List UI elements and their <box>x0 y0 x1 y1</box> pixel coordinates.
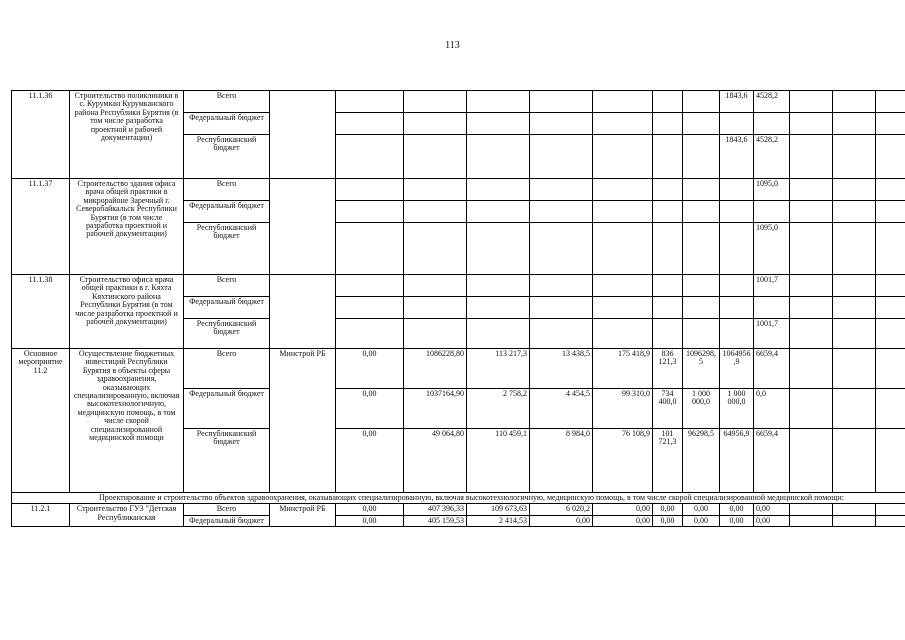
value-cell <box>530 297 593 319</box>
value-cell <box>404 91 467 113</box>
value-cell <box>720 319 754 349</box>
value-cell <box>790 515 833 526</box>
value-cell <box>876 113 905 135</box>
value-cell: 1843,6 <box>720 91 754 113</box>
value-cell <box>593 201 653 223</box>
value-cell <box>336 91 404 113</box>
value-cell <box>790 223 833 275</box>
value-cell <box>404 201 467 223</box>
value-cell <box>530 201 593 223</box>
value-cell <box>833 349 876 389</box>
row-code: Основное мероприятие 11.2 <box>12 349 70 493</box>
value-cell <box>593 297 653 319</box>
value-cell <box>876 504 905 515</box>
value-cell <box>593 179 653 201</box>
value-cell <box>790 135 833 179</box>
value-cell <box>833 135 876 179</box>
value-cell <box>876 135 905 179</box>
value-cell: 1064956,9 <box>720 349 754 389</box>
value-cell <box>467 113 530 135</box>
value-cell <box>876 515 905 526</box>
value-cell: 0,00 <box>653 504 683 515</box>
value-cell <box>336 201 404 223</box>
budget-table <box>11 90 905 527</box>
value-cell: 4528,2 <box>754 135 790 179</box>
row-code: 11.1.37 <box>12 179 70 275</box>
value-cell <box>876 179 905 201</box>
value-cell: 0,00 <box>593 515 653 526</box>
value-cell: 0,00 <box>336 429 404 493</box>
value-cell <box>530 319 593 349</box>
value-cell <box>833 504 876 515</box>
value-cell <box>530 223 593 275</box>
value-cell <box>720 179 754 201</box>
value-cell <box>876 91 905 113</box>
value-cell <box>530 91 593 113</box>
value-cell <box>683 297 720 319</box>
value-cell: 1096298,5 <box>683 349 720 389</box>
value-cell: 6659,4 <box>754 349 790 389</box>
value-cell <box>754 297 790 319</box>
value-cell <box>720 113 754 135</box>
value-cell <box>790 429 833 493</box>
value-cell: 99 310,0 <box>593 389 653 429</box>
value-cell: 0,00 <box>720 515 754 526</box>
value-cell <box>404 223 467 275</box>
value-cell <box>530 179 593 201</box>
funding-source: Федеральный бюджет <box>184 297 270 319</box>
value-cell <box>790 504 833 515</box>
funding-source: Всего <box>184 504 270 515</box>
value-cell <box>833 319 876 349</box>
value-cell <box>720 223 754 275</box>
executor: Минстрой РБ <box>270 504 336 527</box>
value-cell: 76 108,9 <box>593 429 653 493</box>
table-row <box>12 349 905 389</box>
value-cell <box>683 275 720 297</box>
value-cell <box>467 297 530 319</box>
value-cell: 0,00 <box>754 504 790 515</box>
value-cell <box>404 275 467 297</box>
value-cell <box>720 297 754 319</box>
value-cell <box>336 113 404 135</box>
value-cell <box>833 201 876 223</box>
value-cell <box>653 319 683 349</box>
row-name: Строительство здания офиса врача общей практики в микрорайоне Заречный г. Северобайкальск Республики Бурятия (в том числе разработка проектной и рабочей документации) <box>70 179 184 275</box>
value-cell <box>593 319 653 349</box>
value-cell <box>683 319 720 349</box>
value-cell <box>336 223 404 275</box>
table-row <box>12 275 905 297</box>
value-cell <box>790 275 833 297</box>
value-cell <box>336 179 404 201</box>
value-cell <box>876 223 905 275</box>
funding-source: Всего <box>184 275 270 297</box>
value-cell: 0,00 <box>593 504 653 515</box>
value-cell: 49 064,80 <box>404 429 467 493</box>
value-cell: 0,00 <box>653 515 683 526</box>
value-cell <box>833 275 876 297</box>
funding-source: Федеральный бюджет <box>184 389 270 429</box>
value-cell: 1095,0 <box>754 179 790 201</box>
funding-source: Республиканский бюджет <box>184 319 270 349</box>
value-cell <box>876 275 905 297</box>
value-cell <box>720 201 754 223</box>
value-cell: 110 459,1 <box>467 429 530 493</box>
funding-source: Федеральный бюджет <box>184 515 270 526</box>
funding-source: Всего <box>184 179 270 201</box>
value-cell <box>593 275 653 297</box>
value-cell: 4528,2 <box>754 91 790 113</box>
value-cell <box>467 91 530 113</box>
value-cell <box>754 113 790 135</box>
value-cell: 0,00 <box>683 515 720 526</box>
value-cell <box>336 319 404 349</box>
funding-source: Всего <box>184 349 270 389</box>
value-cell <box>530 135 593 179</box>
value-cell <box>467 275 530 297</box>
value-cell <box>876 349 905 389</box>
value-cell: 4 454,5 <box>530 389 593 429</box>
value-cell <box>833 389 876 429</box>
value-cell: 13 438,5 <box>530 349 593 389</box>
value-cell: 0,00 <box>336 504 404 515</box>
executor <box>270 179 336 275</box>
value-cell: 1001,7 <box>754 319 790 349</box>
value-cell: 407 396,33 <box>404 504 467 515</box>
value-cell <box>720 275 754 297</box>
value-cell: 1037164,90 <box>404 389 467 429</box>
funding-source: Всего <box>184 91 270 113</box>
value-cell <box>833 515 876 526</box>
section-row <box>12 493 905 504</box>
funding-source: Республиканский бюджет <box>184 135 270 179</box>
value-cell: 734 400,0 <box>653 389 683 429</box>
value-cell <box>336 275 404 297</box>
value-cell: 1 000 000,0 <box>720 389 754 429</box>
value-cell <box>593 113 653 135</box>
value-cell <box>653 223 683 275</box>
value-cell: 175 418,9 <box>593 349 653 389</box>
executor: Минстрой РБ <box>270 349 336 493</box>
value-cell <box>833 223 876 275</box>
executor <box>270 91 336 179</box>
value-cell <box>404 319 467 349</box>
row-name: Строительство ГУЗ "Детская Республиканская <box>70 504 184 527</box>
value-cell <box>336 297 404 319</box>
value-cell <box>833 429 876 493</box>
value-cell <box>653 91 683 113</box>
value-cell <box>593 223 653 275</box>
section-title: Проектирование и строительство объектов здравоохранения, оказывающих специализированную, включая высокотехнологичную, медицинскую помощь, в том числе скорой специализированной медицинской помощи: <box>12 493 905 504</box>
value-cell: 0,00 <box>754 515 790 526</box>
value-cell: 101 721,3 <box>653 429 683 493</box>
value-cell <box>653 135 683 179</box>
value-cell <box>683 91 720 113</box>
value-cell <box>683 135 720 179</box>
row-name: Осуществление бюджетных инвестиций Республики Бурятия в объекты сферы здравоохранения, оказывающих специализированную, включая высокотехнологичную, медицинскую помощь, в том числе скорой специализированной медицинской помощи <box>70 349 184 493</box>
value-cell: 8 984,0 <box>530 429 593 493</box>
value-cell <box>336 135 404 179</box>
row-code: 11.1.36 <box>12 91 70 179</box>
value-cell: 6659,4 <box>754 429 790 493</box>
value-cell <box>467 201 530 223</box>
value-cell <box>876 201 905 223</box>
value-cell <box>530 113 593 135</box>
value-cell: 6 020,2 <box>530 504 593 515</box>
value-cell <box>467 319 530 349</box>
value-cell: 0,0 <box>754 389 790 429</box>
value-cell: 96298,5 <box>683 429 720 493</box>
value-cell <box>876 429 905 493</box>
value-cell <box>530 275 593 297</box>
value-cell: 64956,9 <box>720 429 754 493</box>
value-cell <box>876 389 905 429</box>
value-cell <box>683 201 720 223</box>
value-cell: 0,00 <box>336 515 404 526</box>
value-cell: 1086228,80 <box>404 349 467 389</box>
value-cell <box>833 179 876 201</box>
value-cell <box>653 297 683 319</box>
value-cell <box>467 223 530 275</box>
value-cell <box>833 91 876 113</box>
table-body <box>12 91 905 527</box>
funding-source: Федеральный бюджет <box>184 201 270 223</box>
value-cell <box>790 297 833 319</box>
table-row <box>12 91 905 113</box>
value-cell: 1843,6 <box>720 135 754 179</box>
value-cell: 1 000 000,0 <box>683 389 720 429</box>
value-cell <box>593 91 653 113</box>
value-cell: 0,00 <box>683 504 720 515</box>
row-name: Строительство поликлиники в с. Курумкан Курумканского района Республики Бурятия (в том числе разработка проектной и рабочей документации) <box>70 91 184 179</box>
value-cell <box>833 297 876 319</box>
value-cell <box>593 135 653 179</box>
table-row <box>12 504 905 515</box>
value-cell <box>683 223 720 275</box>
value-cell <box>790 179 833 201</box>
table-row <box>12 179 905 201</box>
value-cell <box>876 319 905 349</box>
value-cell <box>653 179 683 201</box>
value-cell <box>683 179 720 201</box>
page-number: 113 <box>445 40 460 51</box>
value-cell: 0,00 <box>530 515 593 526</box>
value-cell <box>404 179 467 201</box>
row-code: 11.1.38 <box>12 275 70 349</box>
funding-source: Федеральный бюджет <box>184 113 270 135</box>
funding-source: Республиканский бюджет <box>184 429 270 493</box>
value-cell: 2 758,2 <box>467 389 530 429</box>
value-cell <box>467 179 530 201</box>
value-cell <box>790 349 833 389</box>
value-cell: 1095,0 <box>754 223 790 275</box>
value-cell <box>833 113 876 135</box>
value-cell <box>790 319 833 349</box>
value-cell: 405 159,53 <box>404 515 467 526</box>
value-cell <box>876 297 905 319</box>
value-cell <box>653 201 683 223</box>
value-cell <box>653 113 683 135</box>
value-cell <box>467 135 530 179</box>
value-cell <box>404 297 467 319</box>
row-name: Строительство офиса врача общей практики в г. Кяхта Кяхтинского района Республики Бурятия (в том числе разработка проектной и рабочей документации) <box>70 275 184 349</box>
row-code: 11.2.1 <box>12 504 70 527</box>
value-cell: 0,00 <box>720 504 754 515</box>
value-cell: 0,00 <box>336 349 404 389</box>
value-cell <box>653 275 683 297</box>
value-cell: 836 121,3 <box>653 349 683 389</box>
value-cell: 109 673,63 <box>467 504 530 515</box>
value-cell <box>404 135 467 179</box>
value-cell <box>790 91 833 113</box>
executor <box>270 275 336 349</box>
value-cell <box>404 113 467 135</box>
value-cell: 1001,7 <box>754 275 790 297</box>
value-cell <box>790 201 833 223</box>
value-cell <box>790 389 833 429</box>
value-cell: 2 414,53 <box>467 515 530 526</box>
value-cell: 113 217,3 <box>467 349 530 389</box>
value-cell <box>790 113 833 135</box>
value-cell <box>683 113 720 135</box>
value-cell <box>754 201 790 223</box>
funding-source: Республиканский бюджет <box>184 223 270 275</box>
value-cell: 0,00 <box>336 389 404 429</box>
